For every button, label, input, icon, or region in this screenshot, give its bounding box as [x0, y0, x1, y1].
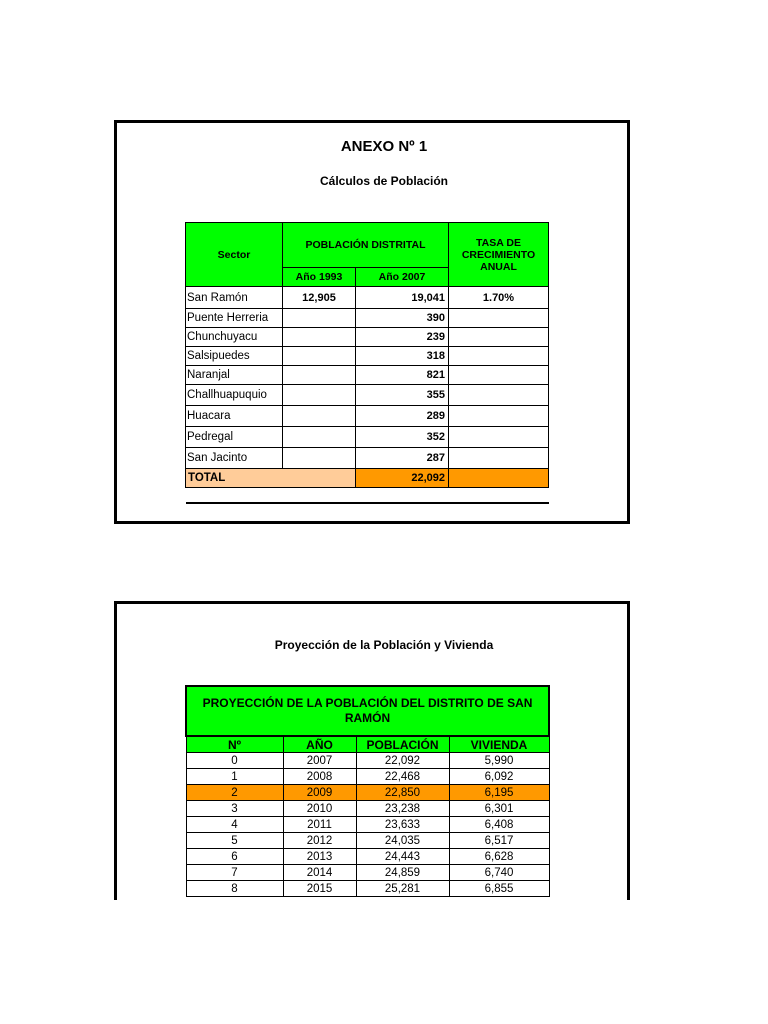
anio-cell: 2011	[283, 817, 356, 833]
n-cell: 4	[186, 817, 283, 833]
anio-cell: 2009	[283, 785, 356, 801]
poblacion-cell: 24,859	[356, 865, 449, 881]
tasa-cell	[449, 347, 549, 366]
table-row	[186, 309, 549, 328]
table-row	[186, 427, 549, 448]
year-1993-cell	[283, 328, 356, 347]
tasa-cell	[449, 309, 549, 328]
year-1993-cell	[283, 309, 356, 328]
vivienda-cell: 6,092	[449, 769, 549, 785]
n-cell: 6	[186, 849, 283, 865]
sector-cell: Puente Herreria	[186, 309, 283, 328]
annex-subtitle: Cálculos de Población	[319, 174, 449, 188]
year-1993-cell	[283, 406, 356, 427]
header-vivienda: VIVIENDA	[449, 736, 549, 753]
anio-cell: 2010	[283, 801, 356, 817]
table-row	[186, 849, 549, 865]
table-row	[186, 881, 549, 897]
tasa-cell	[449, 406, 549, 427]
vivienda-cell: 6,408	[449, 817, 549, 833]
sector-cell: Chunchuyacu	[186, 328, 283, 347]
sector-cell: Salsipuedes	[186, 347, 283, 366]
anio-cell: 2015	[283, 881, 356, 897]
vivienda-cell: 6,628	[449, 849, 549, 865]
poblacion-cell: 23,633	[356, 817, 449, 833]
year-1993-cell	[283, 448, 356, 469]
anio-cell: 2008	[283, 769, 356, 785]
year-2007-cell: 19,041	[356, 287, 449, 309]
table-row	[186, 385, 549, 406]
year-2007-cell: 239	[356, 328, 449, 347]
poblacion-cell: 22,092	[356, 753, 449, 769]
projection-table	[185, 685, 550, 897]
year-1993-cell: 12,905	[283, 287, 356, 309]
poblacion-cell: 23,238	[356, 801, 449, 817]
header-n: Nº	[186, 736, 283, 753]
header-sector: Sector	[186, 223, 283, 287]
table-row	[186, 347, 549, 366]
sector-cell: Huacara	[186, 406, 283, 427]
table-row	[186, 448, 549, 469]
tasa-cell: 1.70%	[449, 287, 549, 309]
table-row	[186, 366, 549, 385]
table-row	[186, 865, 549, 881]
year-2007-cell: 287	[356, 448, 449, 469]
sector-cell: San Jacinto	[186, 448, 283, 469]
poblacion-cell: 22,468	[356, 769, 449, 785]
anio-cell: 2007	[283, 753, 356, 769]
table-row	[186, 817, 549, 833]
year-2007-cell: 390	[356, 309, 449, 328]
population-table	[185, 222, 549, 504]
n-cell: 8	[186, 881, 283, 897]
year-2007-cell: 355	[356, 385, 449, 406]
tasa-cell	[449, 366, 549, 385]
total-tasa-cell	[449, 469, 549, 488]
vivienda-cell: 6,740	[449, 865, 549, 881]
anio-cell: 2014	[283, 865, 356, 881]
annex-title: ANEXO Nº 1	[340, 138, 428, 155]
table-row	[186, 328, 549, 347]
header-anio: AÑO	[283, 736, 356, 753]
n-cell: 7	[186, 865, 283, 881]
table-row	[186, 769, 549, 785]
sector-cell: Pedregal	[186, 427, 283, 448]
table-row	[186, 801, 549, 817]
sector-cell: San Ramón	[186, 287, 283, 309]
vivienda-cell: 6,517	[449, 833, 549, 849]
year-1993-cell	[283, 427, 356, 448]
vivienda-cell: 6,301	[449, 801, 549, 817]
n-cell: 3	[186, 801, 283, 817]
header-poblacion: POBLACIÓN DISTRITAL	[283, 223, 449, 268]
year-2007-cell: 352	[356, 427, 449, 448]
total-label: TOTAL	[186, 469, 356, 488]
table-row	[186, 785, 549, 801]
n-cell: 5	[186, 833, 283, 849]
poblacion-cell: 22,850	[356, 785, 449, 801]
sector-cell: Challhuapuquio	[186, 385, 283, 406]
header-year-1993: Año 1993	[283, 268, 356, 287]
header-poblacion-proj: POBLACIÓN	[356, 736, 449, 753]
vivienda-cell: 5,990	[449, 753, 549, 769]
year-1993-cell	[283, 347, 356, 366]
year-2007-cell: 318	[356, 347, 449, 366]
page-bottom	[0, 900, 768, 1024]
tasa-cell	[449, 385, 549, 406]
anio-cell: 2013	[283, 849, 356, 865]
poblacion-cell: 24,035	[356, 833, 449, 849]
tasa-cell	[449, 328, 549, 347]
tasa-cell	[449, 448, 549, 469]
year-1993-cell	[283, 385, 356, 406]
anio-cell: 2012	[283, 833, 356, 849]
table-row	[186, 833, 549, 849]
table-row	[186, 753, 549, 769]
table-row	[186, 406, 549, 427]
header-year-2007: Año 2007	[356, 268, 449, 287]
header-tasa: TASA DE CRECIMIENTO ANUAL	[449, 223, 549, 287]
vivienda-cell: 6,855	[449, 881, 549, 897]
year-1993-cell	[283, 366, 356, 385]
poblacion-cell: 24,443	[356, 849, 449, 865]
projection-caption: PROYECCIÓN DE LA POBLACIÓN DEL DISTRITO DE SAN RAMÓN	[186, 686, 549, 736]
year-2007-cell: 821	[356, 366, 449, 385]
n-cell: 1	[186, 769, 283, 785]
sector-cell: Naranjal	[186, 366, 283, 385]
table-row	[186, 287, 549, 309]
n-cell: 0	[186, 753, 283, 769]
poblacion-cell: 25,281	[356, 881, 449, 897]
tasa-cell	[449, 427, 549, 448]
n-cell: 2	[186, 785, 283, 801]
vivienda-cell: 6,195	[449, 785, 549, 801]
year-2007-cell: 289	[356, 406, 449, 427]
total-value: 22,092	[356, 469, 449, 488]
projection-title: Proyección de la Población y Vivienda	[274, 638, 494, 652]
blank-row	[186, 488, 549, 504]
